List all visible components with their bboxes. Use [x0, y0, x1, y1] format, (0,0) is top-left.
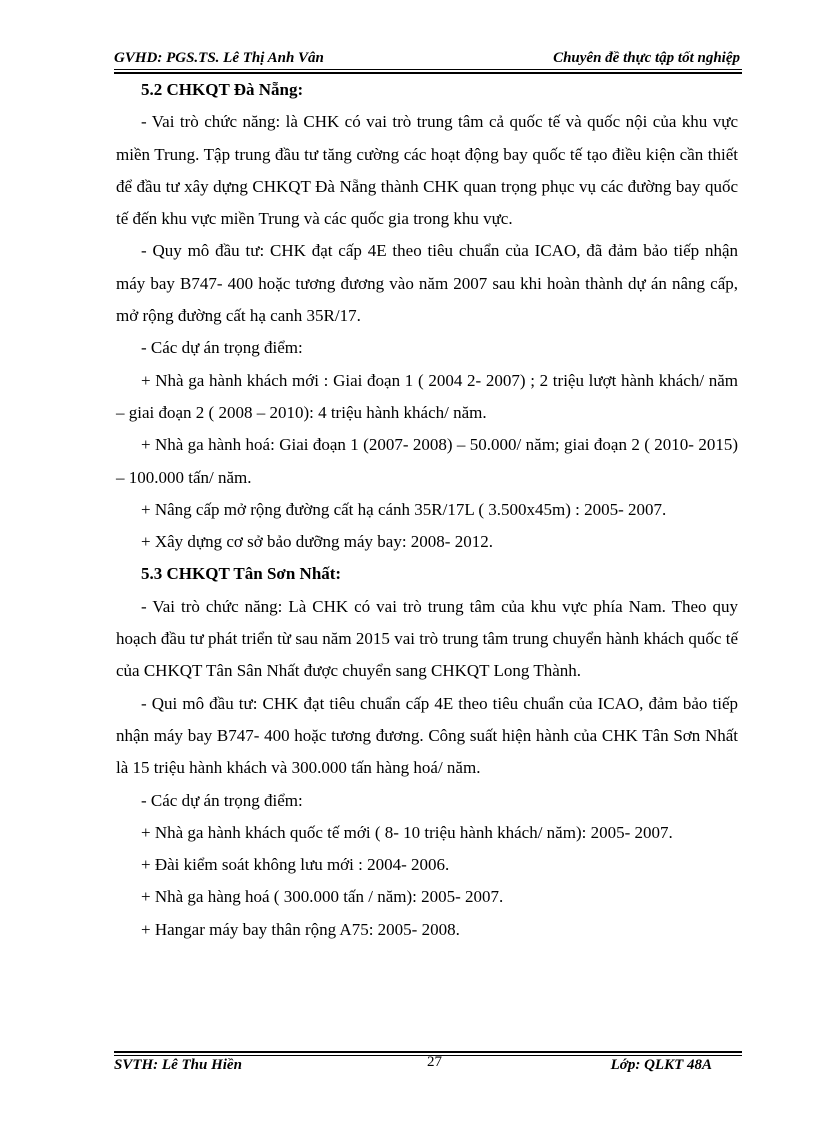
paragraph: + Nhà ga hành khách mới : Giai đoạn 1 ( 2004 2- 2007) ; 2 triệu lượt hành khách/ năm – giai đoạn 2 ( 2008 – 2010): 4 triệu hành khách/ năm.: [116, 370, 738, 422]
paragraph: - Vai trò chức năng: Là CHK có vai trò trung tâm của khu vực phía Nam. Theo quy hoạch đầu tư phát triển từ sau năm 2015 vai trò trung tâm trung chuyển hành khách quốc tế của CHKQT Tân Sân Nhất được chuyển sang CHKQT Long Thành.: [116, 596, 738, 681]
footer-rule-thick: [114, 1051, 742, 1053]
paragraph: + Nâng cấp mở rộng đường cất hạ cánh 35R/17L ( 3.500x45m) : 2005- 2007.: [141, 499, 667, 519]
page-number: 27: [427, 1054, 442, 1070]
footer-student: SVTH: Lê Thu Hiền: [114, 1057, 242, 1073]
page-header: [114, 48, 740, 70]
paragraph: + Hangar máy bay thân rộng A75: 2005- 2008.: [141, 919, 460, 939]
paragraph: + Nhà ga hành hoá: Giai đoạn 1 (2007- 2008) – 50.000/ năm; giai đoạn 2 ( 2010- 2015) – 100.000 tấn/ năm.: [116, 435, 738, 487]
paragraph: - Quy mô đầu tư: CHK đạt cấp 4E theo tiêu chuẩn của ICAO, đã đảm bảo tiếp nhận máy bay B747- 400 hoặc tương đương vào năm 2007 sau khi hoàn thành dự án nâng cấp, mở rộng đường cất hạ canh 35R/17.: [116, 241, 738, 326]
header-report-title: Chuyên đề thực tập tốt nghiệp: [553, 50, 740, 66]
paragraph: - Qui mô đầu tư: CHK đạt tiêu chuẩn cấp 4E theo tiêu chuẩn của ICAO, đảm bảo tiếp nhận máy bay B747- 400 hoặc tương đương. Công suất hiện hành của CHK Tân Sơn Nhất là 15 triệu hành khách và 300.000 tấn hàng hoá/ năm.: [116, 693, 738, 778]
paragraph: + Nhà ga hàng hoá ( 300.000 tấn / năm): 2005- 2007.: [141, 887, 504, 907]
paragraph: + Đài kiểm soát không lưu mới : 2004- 2006.: [141, 855, 450, 875]
paragraph: + Xây dựng cơ sở bảo dưỡng máy bay: 2008- 2012.: [141, 532, 493, 552]
header-advisor: GVHD: PGS.TS. Lê Thị Anh Vân: [114, 50, 324, 66]
footer-class: Lớp: QLKT 48A: [610, 1057, 712, 1073]
section-heading: 5.2 CHKQT Đà Nẵng:: [141, 80, 304, 99]
section-heading: 5.3 CHKQT Tân Sơn Nhất:: [141, 564, 342, 584]
header-rule: [114, 69, 742, 70]
document-body: [116, 74, 738, 946]
paragraph: - Các dự án trọng điểm:: [141, 338, 303, 358]
page-footer: [114, 1056, 740, 1078]
paragraph: + Nhà ga hành khách quốc tế mới ( 8- 10 triệu hành khách/ năm): 2005- 2007.: [141, 822, 673, 842]
paragraph: - Các dự án trọng điểm:: [141, 790, 303, 810]
paragraph: - Vai trò chức năng: là CHK có vai trò trung tâm cả quốc tế và quốc nội của khu vực miền Trung. Tập trung đầu tư tăng cường các hoạt động bay quốc tế tạo điều kiện cần thiết để đầu tư xây dựng CHKQT Đà Nẵng thành CHK quan trọng phục vụ các đường bay quốc tế đến khu vực miền Trung và các quốc gia trong khu vực.: [116, 112, 738, 229]
